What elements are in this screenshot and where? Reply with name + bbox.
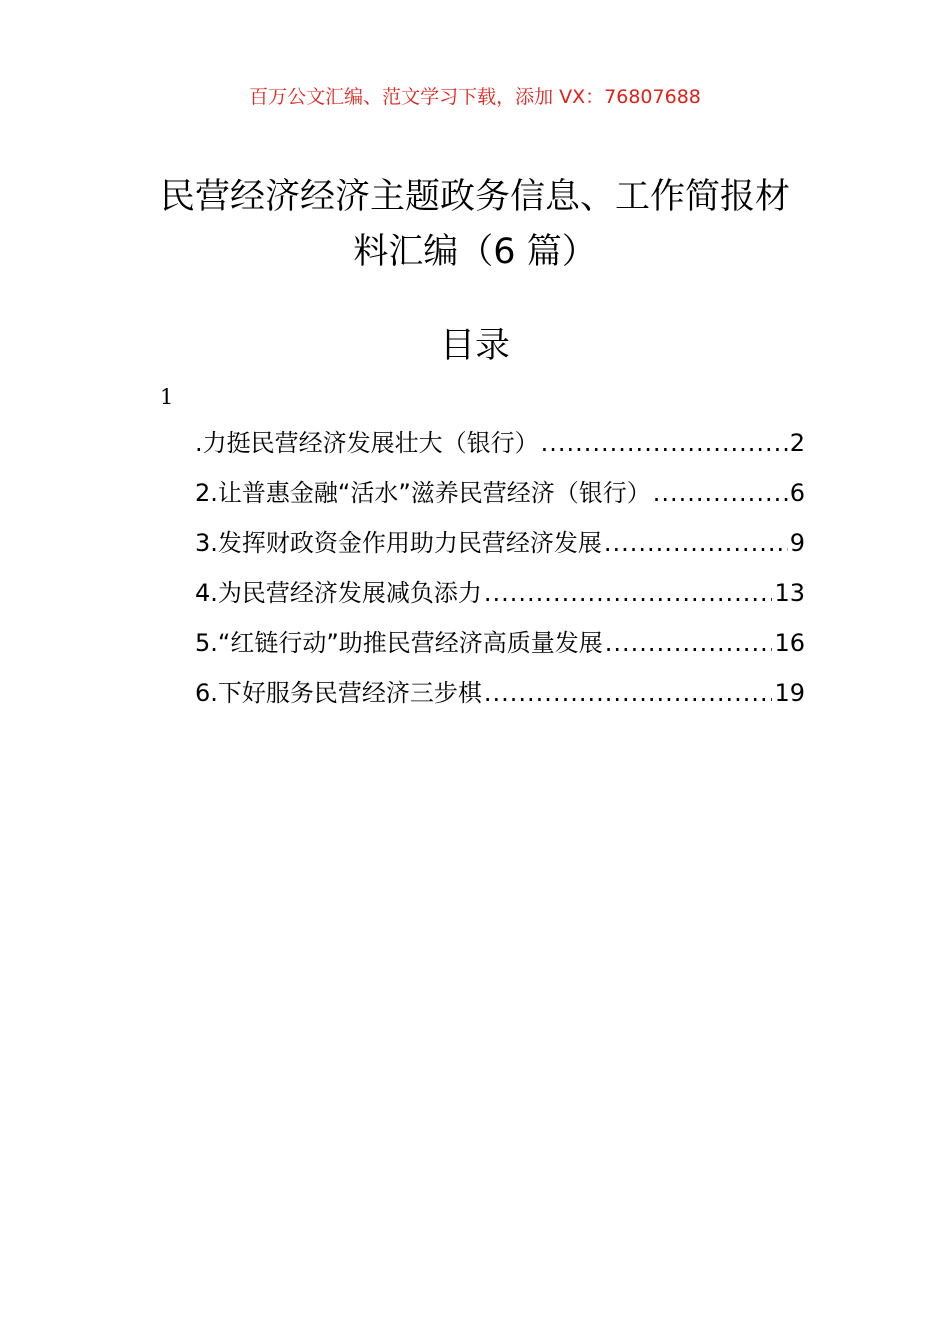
toc-entry-page: 9 <box>789 529 805 557</box>
toc-entry-page: 19 <box>774 679 805 707</box>
toc-entry[interactable] <box>195 625 805 675</box>
toc-entry[interactable] <box>195 675 805 725</box>
toc-entry[interactable] <box>195 475 805 525</box>
table-of-contents <box>195 425 805 725</box>
toc-entry[interactable] <box>195 575 805 625</box>
toc-entry-title: .力挺民营经济发展壮大（银行） <box>195 429 539 457</box>
page-marker: 1 <box>160 385 174 409</box>
toc-entry-title: 6.下好服务民营经济三步棋 <box>195 679 482 707</box>
toc-entry-title: 4.为民营经济发展减负添力 <box>195 579 482 607</box>
toc-leader-dots <box>605 625 773 661</box>
toc-leader-dots <box>604 525 788 561</box>
toc-leader-dots <box>653 475 788 511</box>
document-title-line-2: 料汇编（6 篇） <box>353 232 597 272</box>
toc-entry-title: 5.“红链行动”助推民营经济高质量发展 <box>195 629 603 657</box>
document-title-line-1: 民营经济经济主题政务信息、工作简报材 <box>159 177 790 217</box>
toc-entry-page: 6 <box>789 479 805 507</box>
toc-entry[interactable] <box>195 425 805 475</box>
toc-entry-page: 16 <box>774 629 805 657</box>
download-note: 百万公文汇编、范文学习下载，添加 VX：76807688 <box>249 86 701 108</box>
toc-entry-page: 2 <box>789 429 805 457</box>
toc-heading: 目录 <box>439 326 510 366</box>
toc-entry-page: 13 <box>774 579 805 607</box>
toc-entry-title: 3.发挥财政资金作用助力民营经济发展 <box>195 529 602 557</box>
toc-leader-dots <box>484 675 773 711</box>
toc-leader-dots <box>484 575 773 611</box>
document-title <box>150 170 800 280</box>
toc-entry[interactable] <box>195 525 805 575</box>
toc-leader-dots <box>541 425 788 461</box>
toc-entry-title: 2.让普惠金融“活水”滋养民营经济（银行） <box>195 479 651 507</box>
